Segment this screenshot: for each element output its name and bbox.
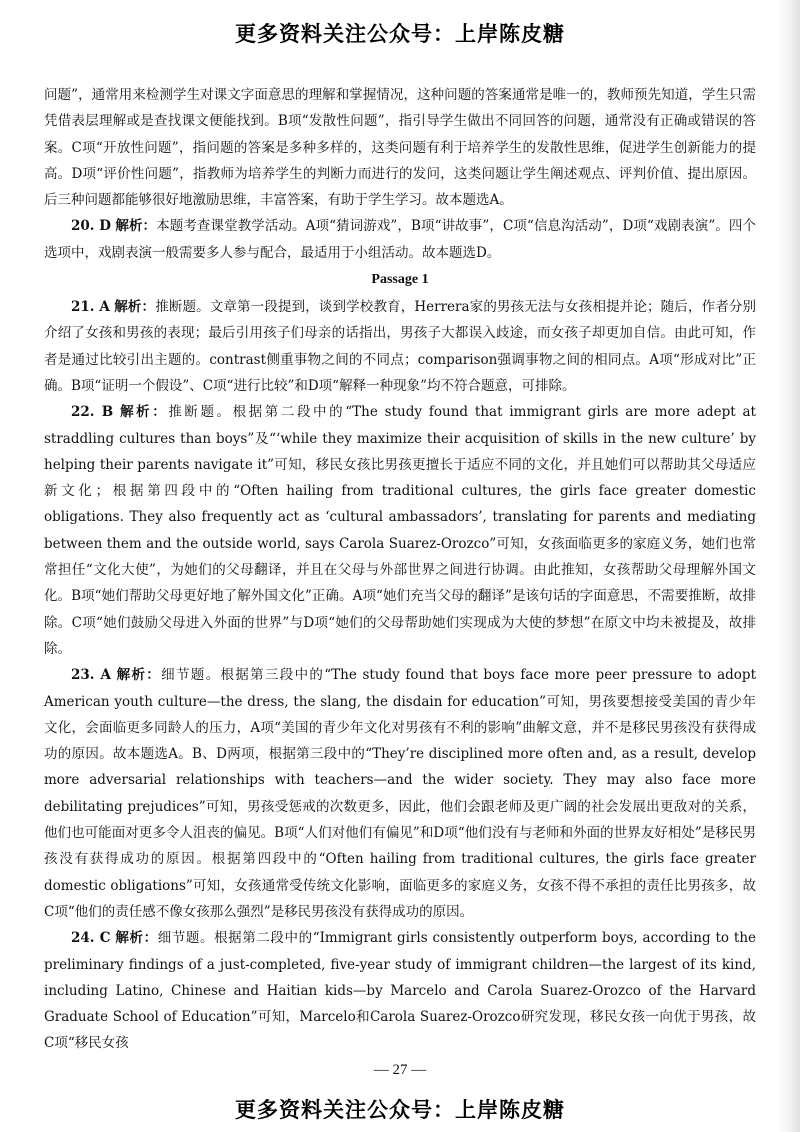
question-text: 细节题。根据第三段中的“The study found that boys face more peer pressure to adopt American youth culture—the dress, the slang, the disdain for education”可知，男孩要想接受美国的青少年文化，会面临更多同龄人的压力，A项“美国的青少年文化对男孩有不利的影响”曲解文意，并不是移民男孩没有获得成功的原因。故本题选A。B、D两项，根据第三段中的“They’re disciplined more often and, as a result, develop more adversarial relationships with teachers—and the wider society. They may also face more debilitating prejudices”可知，男孩受惩戒的次数更多，因此，他们会跟老师及更广阔的社会发展出更敌对的关系，他们也可能面对更多令人沮丧的偏见。B项“人们对他们有偏见”和D项“他们没有与老师和外面的世界友好相处”是移民男孩没有获得成功的原因。根据第四段中的“Often hailing from traditional cultures, the girls face greater domestic obligations”可知，女孩通常受传统文化影响，面临更多的家庭义务，女孩不得不承担的责任比男孩多，故C项“他们的责任感不像女孩那么强烈”是移民男孩没有获得成功的原因。 xyxy=(44,667,757,920)
analysis-label: 解析： xyxy=(115,218,157,235)
passage-title: Passage 1 xyxy=(371,272,429,288)
question-number: 23. A xyxy=(71,667,111,684)
question-number: 24. C xyxy=(71,930,111,947)
page-number: — 27 — xyxy=(373,1062,427,1078)
question-number: 20. D xyxy=(71,218,111,235)
scan-edge-shadow xyxy=(776,0,800,1132)
header-banner: 更多资料关注公众号：上岸陈皮糖 xyxy=(235,22,565,46)
analysis-label: 解析： xyxy=(120,404,169,421)
question-text: 细节题。根据第二段中的“Immigrant girls consistently outperform boys, according to the preliminary findings of a just-completed, five-year study of immigrant children—the largest of its kind, including Latino, Chinese and Haitian kids—by Marcelo and Carola Suarez-Orozco of the Harvard Graduate School of Education”可知，Marcelo和Carola Suarez-Orozco研究发现，移民女孩一向优于男孩，故C项“移民女孩 xyxy=(44,930,757,1052)
answer-explanations xyxy=(44,82,756,1057)
question-text: 推断题。根据第二段中的“The study found that immigrant girls are more adept at straddling cultures than boys”及“‘while they maximize their acquisition of skills in the new culture’ by helping their parents navigate it”可知，移民女孩比男孩更擅长于适应不同的文化，并且她们可以帮助其父母适应新文化；根据第四段中的“Often hailing from traditional cultures, the girls face greater domestic obligations. They also frequently act as ‘cultural ambassadors’, translating for parents and mediating between them and the outside world, says Carola Suarez-Orozco”可知，女孩面临更多的家庭义务，她们也常常担任“文化大使”，为她们的父母翻译，并且在父母与外部世界之间进行协调。由此推知，女孩帮助父母理解外国文化。B项“她们帮助父母更好地了解外国文化”正确。A项“她们充当父母的翻译”是该句话的字面意思，不需要推断，故排除。C项“她们鼓励父母进入外面的世界”与D项“她们的父母帮助她们实现成为大使的梦想”在原文中均未被提及，故排除。 xyxy=(44,404,756,657)
analysis-label: 解析： xyxy=(116,667,162,684)
question-number: 22. B xyxy=(71,404,114,421)
question-23 xyxy=(44,662,756,925)
analysis-label: 解析： xyxy=(114,299,156,316)
question-20 xyxy=(44,213,756,266)
analysis-label: 解析： xyxy=(115,930,158,947)
footer-banner: 更多资料关注公众号：上岸陈皮糖 xyxy=(235,1098,565,1122)
question-24 xyxy=(44,925,756,1056)
question-text: 本题考查课堂教学活动。A项“猜词游戏”，B项“讲故事”，C项“信息沟活动”，D项“戏剧表演”。四个选项中，戏剧表演一般需要多人参与配合，最适用于小组活动。故本题选D。 xyxy=(44,218,756,261)
question-number: 21. A xyxy=(71,299,110,316)
question-22 xyxy=(44,399,756,662)
intro-paragraph: 问题”，通常用来检测学生对课文字面意思的理解和掌握情况，这种问题的答案通常是唯一的，教师预先知道，学生只需凭借表层理解或是查找课文便能找到。B项“发散性问题”，指引导学生做出不同回答的问题，通常没有正确或错误的答案。C项“开放性问题”，指问题的答案是多种多样的，这类问题有利于培养学生的发散性思维，促进学生创新能力的提高。D项“评价性问题”，指教师为培养学生的判断力而进行的发问，这类问题让学生阐述观点、评判价值、提出原因。后三种问题都能够很好地激励思维，丰富答案，有助于学生学习。故本题选A。 xyxy=(44,87,756,209)
question-21 xyxy=(44,294,756,399)
question-text: 推断题。文章第一段提到，谈到学校教育，Herrera家的男孩无法与女孩相提并论；随后，作者分别介绍了女孩和男孩的表现；最后引用孩子们母亲的话指出，男孩子大都误入歧途，而女孩子却更加自信。由此可知，作者是通过比较引出主题的。contrast侧重事物之间的不同点；comparison强调事物之间的相同点。A项“形成对比”正确。B项“证明一个假设”、C项“进行比较”和D项“解释一种现象”均不符合题意，可排除。 xyxy=(44,299,756,394)
